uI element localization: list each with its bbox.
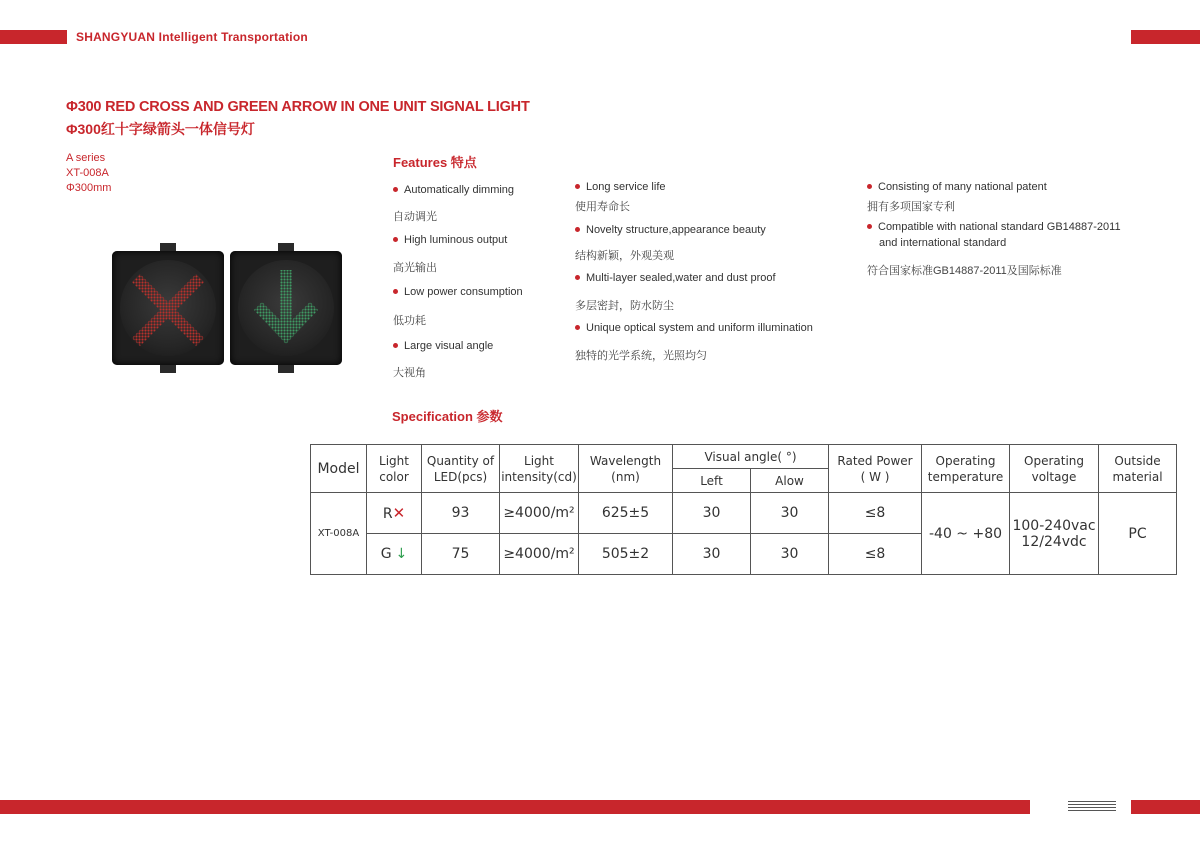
cell-left: 30 bbox=[673, 493, 751, 534]
cell-quantity: 75 bbox=[422, 534, 500, 575]
cell-quantity: 93 bbox=[422, 493, 500, 534]
cell-model: XT-008A bbox=[311, 493, 367, 575]
table-row bbox=[311, 493, 1177, 534]
feature-item: High luminous output bbox=[393, 234, 507, 246]
bullet-dot-icon bbox=[575, 227, 580, 232]
feature-item-cn: 结构新颖，外观美观 bbox=[575, 250, 674, 262]
bullet-dot-icon bbox=[575, 275, 580, 280]
size-label: Φ300mm bbox=[66, 182, 112, 194]
header-operating-temperature: Operating temperature bbox=[922, 445, 1010, 493]
bullet-dot-icon bbox=[867, 184, 872, 189]
bullet-dot-icon bbox=[575, 325, 580, 330]
product-series-info bbox=[66, 151, 111, 196]
cell-alow: 30 bbox=[751, 493, 829, 534]
header-outside-material: Outside material bbox=[1099, 445, 1177, 493]
cell-intensity: ≥4000/m² bbox=[500, 534, 579, 575]
bottom-right-bar bbox=[1131, 800, 1200, 814]
cell-voltage: 100-240vac 12/24vdc bbox=[1010, 493, 1099, 575]
feature-item-cn: 大视角 bbox=[393, 367, 426, 379]
model-label: XT-008A bbox=[66, 167, 109, 179]
cell-light-color: R✕ bbox=[367, 493, 422, 534]
green-arrow-signal-light bbox=[230, 251, 342, 365]
bottom-left-bar bbox=[0, 800, 1030, 814]
header-quantity: Quantity of LED(pcs) bbox=[422, 445, 500, 493]
spec-table bbox=[310, 444, 1177, 575]
feature-item-cn: 低功耗 bbox=[393, 315, 426, 327]
cell-alow: 30 bbox=[751, 534, 829, 575]
feature-item-cn: 自动调光 bbox=[393, 211, 437, 223]
top-left-bar bbox=[0, 30, 67, 44]
bullet-dot-icon bbox=[393, 343, 398, 348]
cell-intensity: ≥4000/m² bbox=[500, 493, 579, 534]
feature-item-cn: 符合国家标准GB14887-2011及国际标准 bbox=[867, 265, 1062, 277]
spec-heading: Specification 参数 bbox=[392, 409, 503, 424]
feature-item: Large visual angle bbox=[393, 340, 493, 352]
green-arrow-down-icon: ↓ bbox=[395, 546, 408, 562]
feature-item: Long service life bbox=[575, 181, 666, 193]
feature-item-cn: 多层密封，防水防尘 bbox=[575, 300, 674, 312]
cell-power: ≤8 bbox=[829, 534, 922, 575]
cell-material: PC bbox=[1099, 493, 1177, 575]
cell-temperature: -40 ~ +80 bbox=[922, 493, 1010, 575]
features-heading: Features 特点 bbox=[393, 155, 477, 170]
header-intensity: Light intensity(cd) bbox=[500, 445, 579, 493]
cell-wavelength: 625±5 bbox=[579, 493, 673, 534]
product-title-cn: Φ300红十字绿箭头一体信号灯 bbox=[66, 121, 255, 137]
brand-name: SHANGYUAN Intelligent Transportation bbox=[76, 30, 308, 44]
bullet-dot-icon bbox=[867, 224, 872, 229]
header-model: Model bbox=[311, 445, 367, 493]
red-cross-icon: ✕ bbox=[392, 503, 406, 522]
cell-left: 30 bbox=[673, 534, 751, 575]
green-arrow-down-icon bbox=[238, 260, 334, 356]
header-wavelength: Wavelength (nm) bbox=[579, 445, 673, 493]
feature-item: Compatible with national standard GB14887-2011 bbox=[867, 221, 1121, 233]
series-label: A series bbox=[66, 152, 106, 164]
red-cross-signal-light bbox=[112, 251, 224, 365]
bullet-dot-icon bbox=[393, 187, 398, 192]
feature-item: Multi-layer sealed,water and dust proof bbox=[575, 272, 776, 284]
bullet-dot-icon bbox=[575, 184, 580, 189]
bullet-dot-icon bbox=[393, 289, 398, 294]
feature-item-cn: 拥有多项国家专利 bbox=[867, 201, 955, 213]
feature-item-continued: and international standard bbox=[879, 237, 1007, 249]
header-visual-angle: Visual angle( °) bbox=[673, 445, 829, 469]
header-light-color: Light color bbox=[367, 445, 422, 493]
header-left: Left bbox=[673, 469, 751, 493]
feature-item: Low power consumption bbox=[393, 286, 523, 298]
feature-item: Consisting of many national patent bbox=[867, 181, 1047, 193]
top-right-bar bbox=[1131, 30, 1200, 44]
feature-item-cn: 使用寿命长 bbox=[575, 201, 630, 213]
feature-item-cn: 高光输出 bbox=[393, 262, 437, 274]
red-cross-icon bbox=[120, 260, 216, 356]
header-alow: Alow bbox=[751, 469, 829, 493]
bullet-dot-icon bbox=[393, 237, 398, 242]
bottom-stripe-lines bbox=[1068, 801, 1116, 813]
feature-item-cn: 独特的光学系统，光照均匀 bbox=[575, 350, 707, 362]
cell-wavelength: 505±2 bbox=[579, 534, 673, 575]
cell-light-color: G ↓ bbox=[367, 534, 422, 575]
header-operating-voltage: Operating voltage bbox=[1010, 445, 1099, 493]
product-title-en: Φ300 RED CROSS AND GREEN ARROW IN ONE UNIT SIGNAL LIGHT bbox=[66, 99, 530, 115]
feature-item: Automatically dimming bbox=[393, 184, 514, 196]
feature-item: Novelty structure,appearance beauty bbox=[575, 224, 766, 236]
feature-item: Unique optical system and uniform illumination bbox=[575, 322, 813, 334]
cell-power: ≤8 bbox=[829, 493, 922, 534]
header-rated-power: Rated Power ( W ) bbox=[829, 445, 922, 493]
